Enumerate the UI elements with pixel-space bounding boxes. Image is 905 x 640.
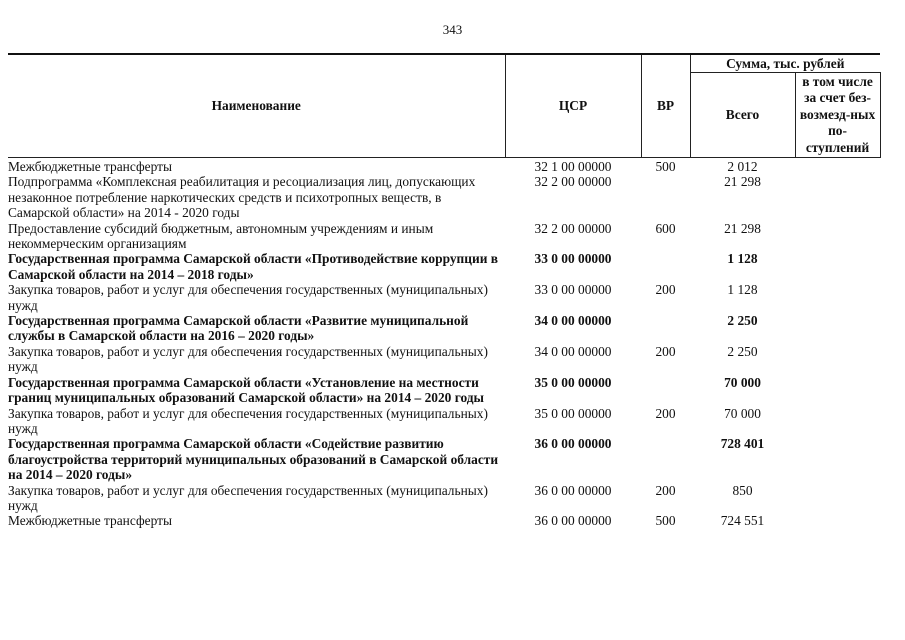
row-name: Закупка товаров, работ и услуг для обеспечения государственных (муниципальных) нужд bbox=[8, 405, 488, 436]
row-total: 724 551 bbox=[720, 513, 765, 529]
row-free-receipts bbox=[795, 375, 880, 406]
row-free-receipts bbox=[795, 174, 880, 220]
table-header bbox=[8, 54, 880, 158]
row-vr bbox=[641, 313, 690, 344]
row-vr bbox=[641, 436, 690, 482]
table-row bbox=[8, 221, 880, 252]
row-vr: 500 bbox=[655, 159, 676, 174]
row-free-receipts bbox=[795, 158, 880, 175]
row-name: Предоставление субсидий бюджетным, автономным учреждениям и иным некоммерческим организациям bbox=[8, 220, 434, 252]
row-total: 1 128 bbox=[727, 282, 758, 298]
row-name: Межбюджетные трансферты bbox=[8, 513, 172, 529]
row-vr: 200 bbox=[655, 343, 676, 359]
budget-table bbox=[8, 53, 881, 529]
row-name: Закупка товаров, работ и услуг для обеспечения государственных (муниципальных) нужд bbox=[8, 343, 488, 375]
row-csr: 32 2 00 00000 bbox=[534, 174, 612, 190]
row-free-receipts bbox=[795, 513, 880, 528]
table-row bbox=[8, 313, 880, 344]
row-vr bbox=[641, 251, 690, 282]
row-total: 1 128 bbox=[727, 251, 758, 267]
row-csr: 36 0 00 00000 bbox=[534, 513, 612, 529]
row-name: Закупка товаров, работ и услуг для обеспечения государственных (муниципальных) нужд bbox=[8, 282, 488, 313]
row-csr: 35 0 00 00000 bbox=[534, 374, 612, 390]
table-row bbox=[8, 406, 880, 437]
table-row bbox=[8, 174, 880, 220]
column-header-total: Всего bbox=[690, 73, 795, 158]
row-name: Государственная программа Самарской области «Развитие муниципальной службы в Самарской области на 2016 – 2020 годы» bbox=[8, 313, 469, 344]
row-total: 70 000 bbox=[724, 374, 761, 390]
row-free-receipts bbox=[795, 251, 880, 282]
row-csr: 36 0 00 00000 bbox=[534, 482, 612, 498]
row-vr: 200 bbox=[655, 405, 676, 421]
row-free-receipts bbox=[795, 221, 880, 252]
table-row bbox=[8, 158, 880, 175]
row-total: 70 000 bbox=[724, 405, 761, 421]
row-csr: 34 0 00 00000 bbox=[534, 313, 612, 329]
row-total: 2 012 bbox=[727, 159, 758, 174]
row-free-receipts bbox=[795, 483, 880, 514]
row-csr: 33 0 00 00000 bbox=[534, 251, 612, 267]
table-row bbox=[8, 483, 880, 514]
column-header-vr: ВР bbox=[641, 54, 690, 158]
row-name: Подпрограмма «Комплексная реабилитация и ресоциализация лиц, допускающих незаконное потребление наркотических средств и психотропных веществ, в Самарской области» на 2014 - 2020 годы bbox=[8, 174, 476, 221]
column-header-sum: Сумма, тыс. рублей bbox=[690, 54, 880, 73]
column-header-csr: ЦСР bbox=[505, 54, 641, 158]
row-free-receipts bbox=[795, 344, 880, 375]
row-csr: 32 2 00 00000 bbox=[534, 220, 612, 236]
row-total: 2 250 bbox=[727, 313, 758, 329]
page-number: 343 bbox=[442, 22, 463, 37]
row-total: 728 401 bbox=[720, 436, 765, 452]
row-vr: 500 bbox=[655, 513, 676, 529]
row-free-receipts bbox=[795, 313, 880, 344]
row-free-receipts bbox=[795, 282, 880, 313]
row-csr: 34 0 00 00000 bbox=[534, 343, 612, 359]
row-total: 850 bbox=[732, 482, 753, 498]
table-row bbox=[8, 344, 880, 375]
row-total: 21 298 bbox=[724, 174, 761, 190]
table-row bbox=[8, 513, 880, 528]
table-row bbox=[8, 375, 880, 406]
row-csr: 36 0 00 00000 bbox=[534, 436, 612, 452]
row-vr bbox=[641, 375, 690, 406]
row-total: 2 250 bbox=[727, 343, 758, 359]
table-row bbox=[8, 436, 880, 482]
row-free-receipts bbox=[795, 406, 880, 437]
row-csr: 33 0 00 00000 bbox=[534, 282, 612, 298]
row-csr: 35 0 00 00000 bbox=[534, 405, 612, 421]
table-row bbox=[8, 282, 880, 313]
row-vr: 200 bbox=[655, 282, 676, 298]
row-name: Государственная программа Самарской области «Противодействие коррупции в Самарской области на 2014 – 2018 годы» bbox=[8, 251, 498, 282]
row-name: Закупка товаров, работ и услуг для обеспечения государственных (муниципальных) нужд bbox=[8, 482, 488, 513]
row-csr: 32 1 00 00000 bbox=[534, 159, 612, 174]
row-name: Государственная программа Самарской области «Установление на местности границ муниципальных образований Самарской области» на 2014 – 2020 годы bbox=[8, 374, 485, 406]
row-free-receipts bbox=[795, 436, 880, 482]
row-vr bbox=[641, 174, 690, 220]
column-header-free-receipts: в том числе за счет без-возмезд-ных по-ступлений bbox=[795, 73, 880, 158]
row-vr: 600 bbox=[655, 220, 676, 236]
row-total: 21 298 bbox=[724, 220, 761, 236]
table-row bbox=[8, 251, 880, 282]
row-name: Межбюджетные трансферты bbox=[8, 159, 172, 174]
column-header-name: Наименование bbox=[8, 54, 505, 158]
row-vr: 200 bbox=[655, 482, 676, 498]
row-name: Государственная программа Самарской области «Содействие развитию благоустройства территорий муниципальных образований в Самарской области на 2014 – 2020 годы» bbox=[8, 436, 499, 483]
table-body bbox=[8, 158, 880, 529]
